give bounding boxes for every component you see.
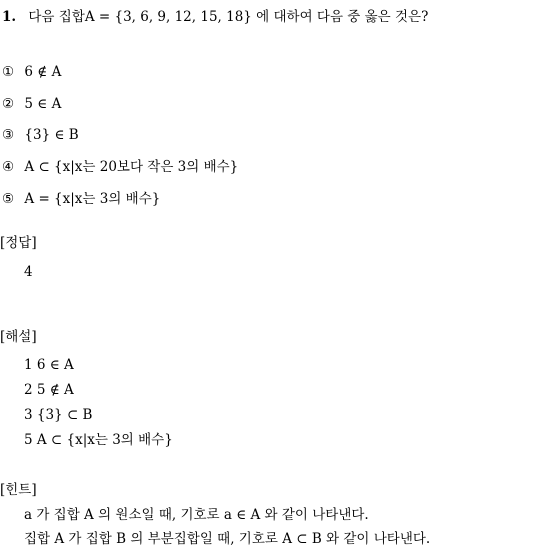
- explanation-item-2: 2 5 ∉ A: [24, 382, 74, 398]
- choice-2: [2, 95, 61, 113]
- choice-4-text: A ⊂ {x|x는 20보다 작은 3의 배수}: [24, 159, 239, 175]
- choice-4-marker: ④: [2, 159, 15, 175]
- explanation-item-3: 3 {3} ⊂ B: [24, 407, 93, 423]
- explanation-item-4: 5 A ⊂ {x|x는 3의 배수}: [24, 432, 173, 448]
- choice-5: [2, 190, 160, 208]
- answer-header: [정답]: [0, 235, 37, 251]
- choice-3: [2, 126, 79, 144]
- choice-1: [2, 63, 61, 81]
- hint-line-2: 집합 A 가 집합 B 의 부분집합일 때, 기호로 A ⊂ B 와 같이 나타낸다.: [24, 531, 431, 547]
- choice-4: [2, 158, 238, 176]
- hint-line-1: a 가 집합 A 의 원소일 때, 기호로 a ∈ A 와 같이 나타낸다.: [24, 507, 369, 523]
- choice-1-marker: ①: [2, 64, 15, 80]
- choice-3-text: {3} ∈ B: [24, 127, 79, 143]
- choice-1-text: 6 ∉ A: [24, 64, 62, 80]
- explanation-header: [해설]: [0, 329, 37, 345]
- question-number: 1.: [2, 9, 17, 25]
- explanation-item-1: 1 6 ∈ A: [24, 357, 74, 373]
- choice-2-marker: ②: [2, 96, 15, 112]
- question-text: 다음 집합A = {3, 6, 9, 12, 15, 18} 에 대하여 다음 중 옳은 것은?: [28, 9, 429, 25]
- choice-3-marker: ③: [2, 127, 15, 143]
- choice-2-text: 5 ∈ A: [24, 96, 62, 112]
- choice-5-text: A = {x|x는 3의 배수}: [24, 191, 161, 207]
- answer-value: 4: [24, 264, 33, 280]
- question-line: [2, 8, 428, 26]
- choice-5-marker: ⑤: [2, 191, 15, 207]
- hint-header: [힌트]: [0, 482, 37, 498]
